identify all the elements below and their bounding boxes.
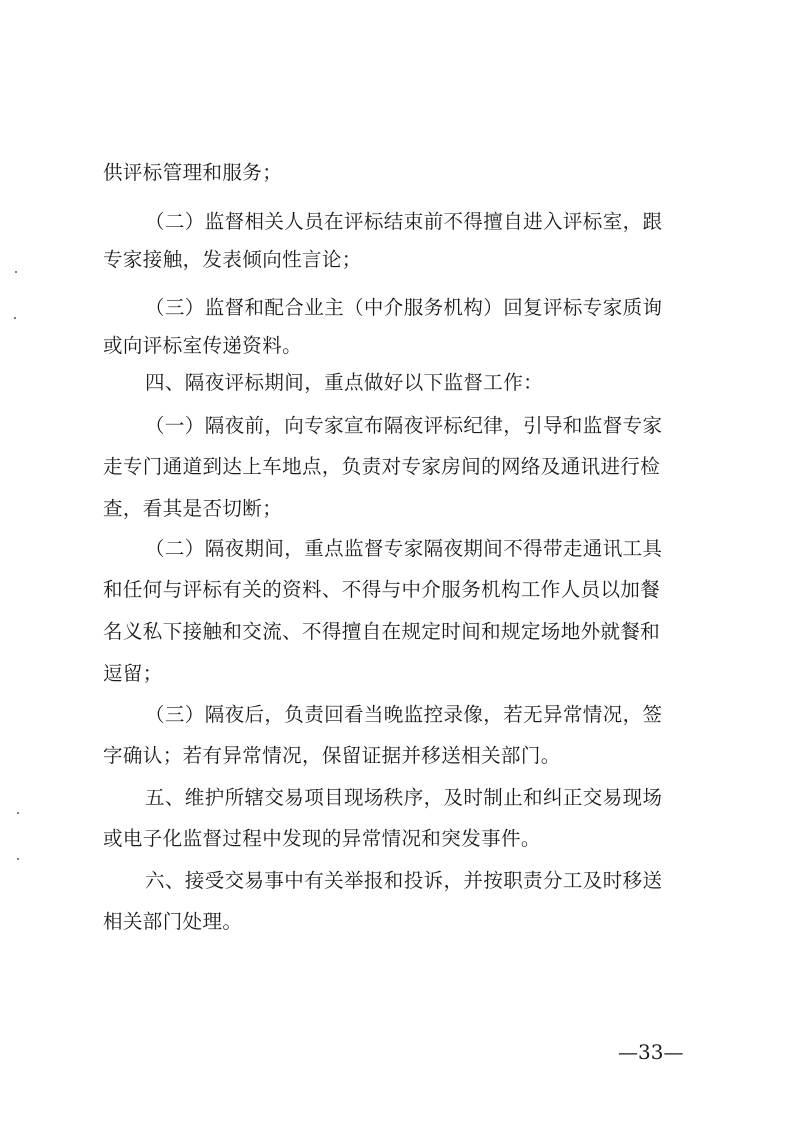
line-text: （二）监督相关人员在评标结束前不得擅自进入评标室，跟 (145, 210, 663, 233)
line-text: 走专门通道到达上车地点，负责对专家房间的网络及通讯进行检 (103, 455, 661, 478)
line-text: 查，看其是否切断； (103, 497, 283, 520)
page-number: —33— (618, 1040, 684, 1064)
line-text: （三）监督和配合业主（中介服务机构）回复评标专家质询 (145, 296, 663, 319)
line-text: 逗留； (103, 662, 163, 685)
binding-hole-mark (14, 317, 16, 319)
line-text: 专家接触，发表倾向性言论； (103, 248, 362, 271)
line-text: 或电子化监督过程中发现的异常情况和突发事件。 (103, 827, 541, 850)
line-text: 或向评标室传递资料。 (103, 334, 303, 357)
binding-hole-mark (17, 858, 19, 860)
line-text: 五、维护所辖交易项目现场秩序，及时制止和纠正交易现场 (145, 786, 663, 809)
line-text: （三）隔夜后，负责回看当晚监控录像，若无异常情况，签 (145, 703, 663, 726)
line-text: （一）隔夜前，向专家宣布隔夜评标纪律，引导和监督专家 (145, 414, 663, 437)
line-text: 名义私下接触和交流、不得擅自在规定时间和规定场地外就餐和 (103, 620, 661, 643)
line-text: 相关部门处理。 (103, 910, 243, 933)
line-text: 六、接受交易事中有关举报和投诉，并按职责分工及时移送 (145, 869, 663, 892)
line-text: （二）隔夜期间，重点监督专家隔夜期间不得带走通讯工具 (145, 537, 663, 560)
line-text: 和任何与评标有关的资料、不得与中介服务机构工作人员以加餐 (103, 578, 661, 601)
binding-hole-mark (17, 812, 19, 814)
line-text: 四、隔夜评标期间，重点做好以下监督工作： (145, 371, 544, 394)
line-text: 供评标管理和服务； (103, 161, 283, 184)
line-text: 字确认；若有异常情况，保留证据并移送相关部门。 (103, 744, 561, 767)
binding-hole-mark (15, 271, 17, 273)
